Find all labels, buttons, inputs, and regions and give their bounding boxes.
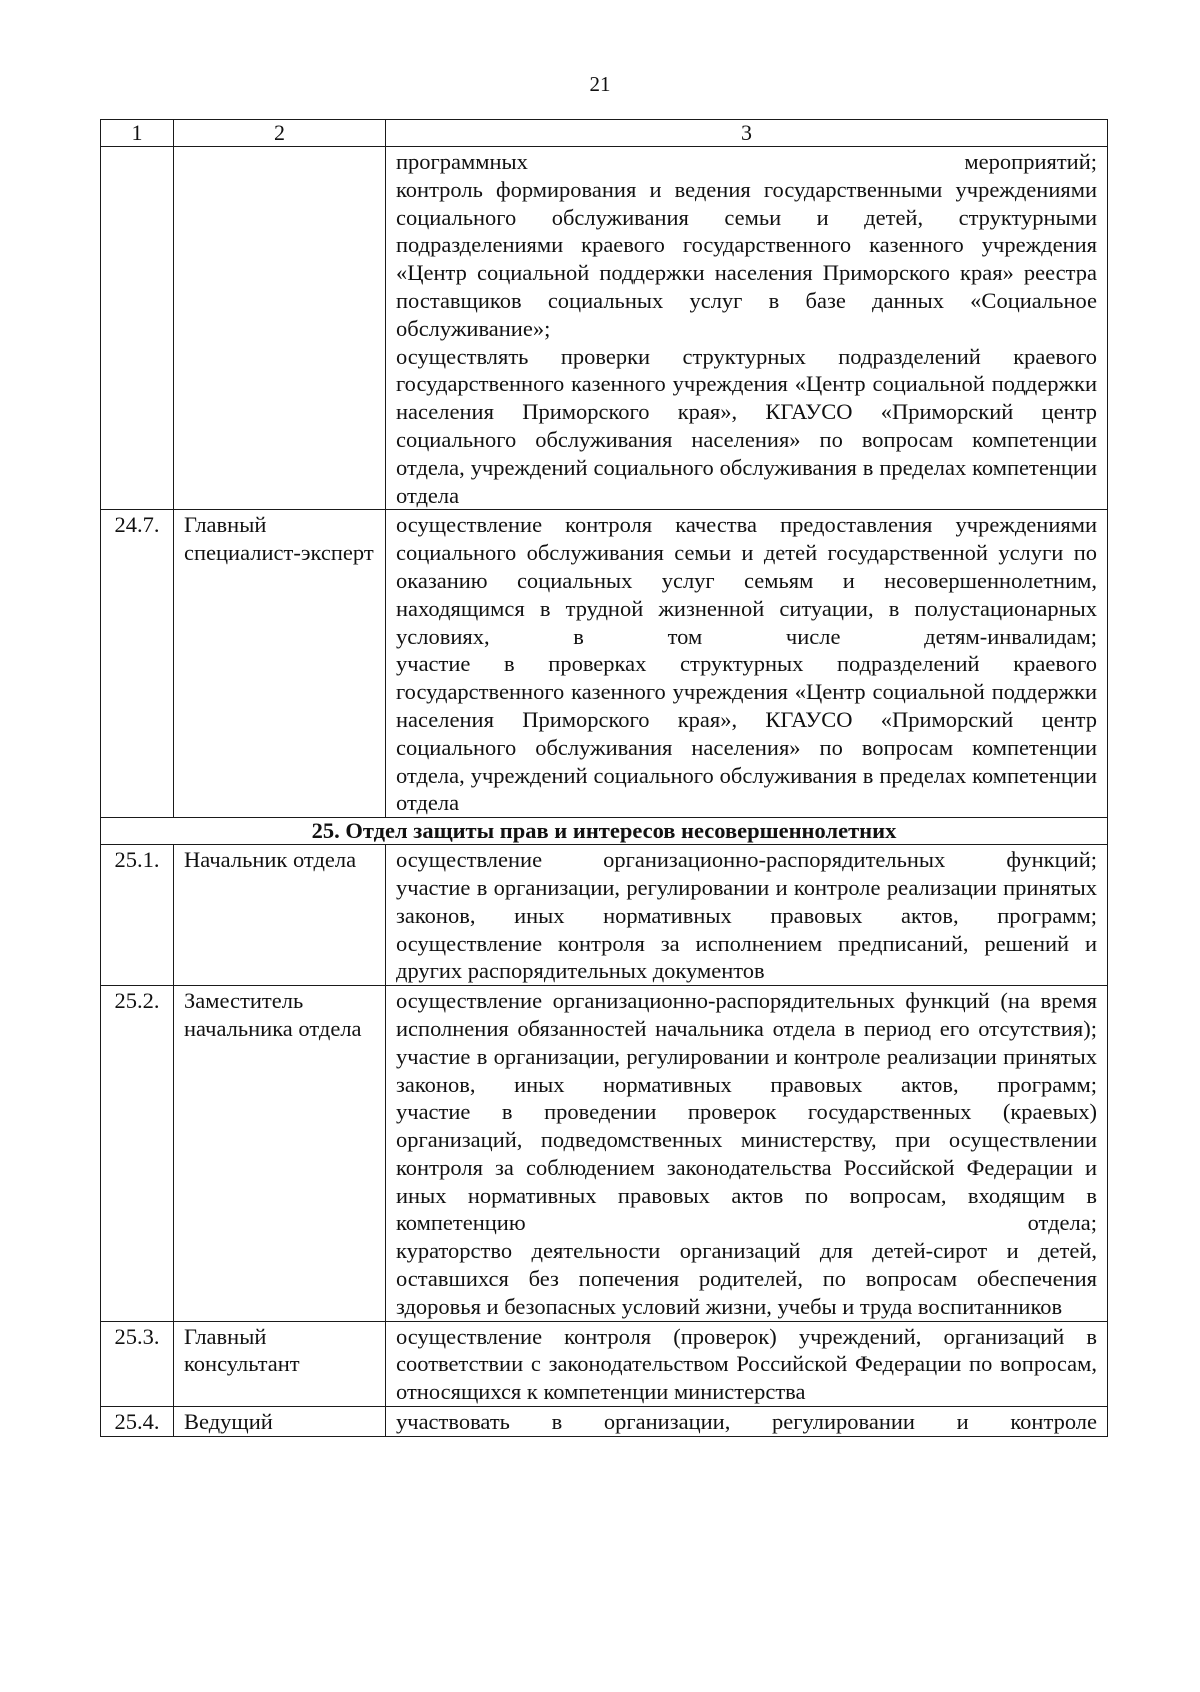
duty-item: осуществление контроля за исполнением предписаний, решений и других распорядительных документов (396, 930, 1097, 984)
table-row (101, 1321, 1108, 1406)
duty-item: программных мероприятий; (396, 149, 1097, 174)
table-row (101, 845, 1108, 986)
table-row (101, 510, 1108, 818)
position-title (174, 147, 386, 510)
duties-cell (386, 1407, 1108, 1437)
row-number: 25.2. (101, 986, 174, 1322)
table-row (101, 1407, 1108, 1437)
position-title: Заместитель начальника отдела (174, 986, 386, 1322)
section-header-row (101, 818, 1108, 845)
duty-item: осуществление организационно-распорядительных функций (на время исполнения обязанностей начальника отдела в период его отсутствия); (396, 988, 1097, 1041)
position-title: Ведущий (174, 1407, 386, 1437)
duty-item: участие в проверках структурных подразделений краевого государственного казенного учреждения «Центр социальной поддержки населения Приморского края», КГАУСО «Приморский центр социального обслуживания населения» по вопросам компетенции отдела, учреждений социального обслуживания в пределах компетенции отдела (396, 651, 1097, 816)
duty-item: участие в проведении проверок государственных (краевых) организаций, подведомственных министерству, при осуществлении контроля за соблюдением законодательства Российской Федерации и иных нормативных правовых актов по вопросам, входящим в компетенцию отдела; (396, 1099, 1097, 1236)
row-number (101, 147, 174, 510)
row-number: 25.1. (101, 845, 174, 986)
duties-cell (386, 986, 1108, 1322)
table-row (101, 986, 1108, 1322)
header-col-1: 1 (101, 120, 174, 147)
duty-item: осуществление контроля (проверок) учреждений, организаций в соответствии с законодательством Российской Федерации по вопросам, относящихся к компетенции министерства (396, 1323, 1097, 1405)
duty-item: участие в организации, регулировании и контроле реализации принятых законов, иных нормативных правовых актов, программ; (396, 1043, 1097, 1097)
duty-item: контроль формирования и ведения государственными учреждениями социального обслуживания семьи и детей, структурными подразделениями краевого государственного казенного учреждения «Центр социальной поддержки населения Приморского края» реестра поставщиков социальных услуг в базе данных «Социальное обслуживание»; (396, 176, 1097, 341)
duty-item: осуществление контроля качества предоставления учреждениями социального обслуживания семьи и детей государственной услуги по оказанию социальных услуг семьям и несовершеннолетним, находящимся в трудной жизненной ситуации, в полустационарных условиях, в том числе детям-инвалидам; (396, 512, 1097, 649)
table-row (101, 147, 1108, 510)
duty-item: осуществление организационно-распорядительных функций; (396, 847, 1097, 873)
position-title: Начальник отдела (174, 845, 386, 986)
position-title: Главный консультант (174, 1321, 386, 1406)
duties-cell (386, 845, 1108, 986)
duties-cell (386, 147, 1108, 510)
section-title: 25. Отдел защиты прав и интересов несовершеннолетних (101, 818, 1108, 845)
duty-item: участвовать в организации, регулировании и контроле (396, 1409, 1097, 1435)
row-number: 24.7. (101, 510, 174, 818)
duty-item: осуществлять проверки структурных подразделений краевого государственного казенного учреждения «Центр социальной поддержки населения Приморского края», КГАУСО «Приморский центр социального обслуживания населения» по вопросам компетенции отдела, учреждений социального обслуживания в пределах компетенции отдела (396, 343, 1097, 508)
table-header-row (101, 120, 1108, 147)
header-col-2: 2 (174, 120, 386, 147)
duties-table (100, 119, 1108, 1437)
row-number: 25.3. (101, 1321, 174, 1406)
duty-item: участие в организации, регулировании и контроле реализации принятых законов, иных нормативных правовых актов, программ; (396, 874, 1097, 928)
header-col-3: 3 (386, 120, 1108, 147)
row-number: 25.4. (101, 1407, 174, 1437)
duties-cell (386, 510, 1108, 818)
page-number: 21 (589, 72, 611, 96)
duties-cell (386, 1321, 1108, 1406)
position-title: Главный специалист-эксперт (174, 510, 386, 818)
duty-item: кураторство деятельности организаций для детей-сирот и детей, оставшихся без попечения родителей, по вопросам обеспечения здоровья и безопасных условий жизни, учебы и труда воспитанников (396, 1238, 1097, 1319)
